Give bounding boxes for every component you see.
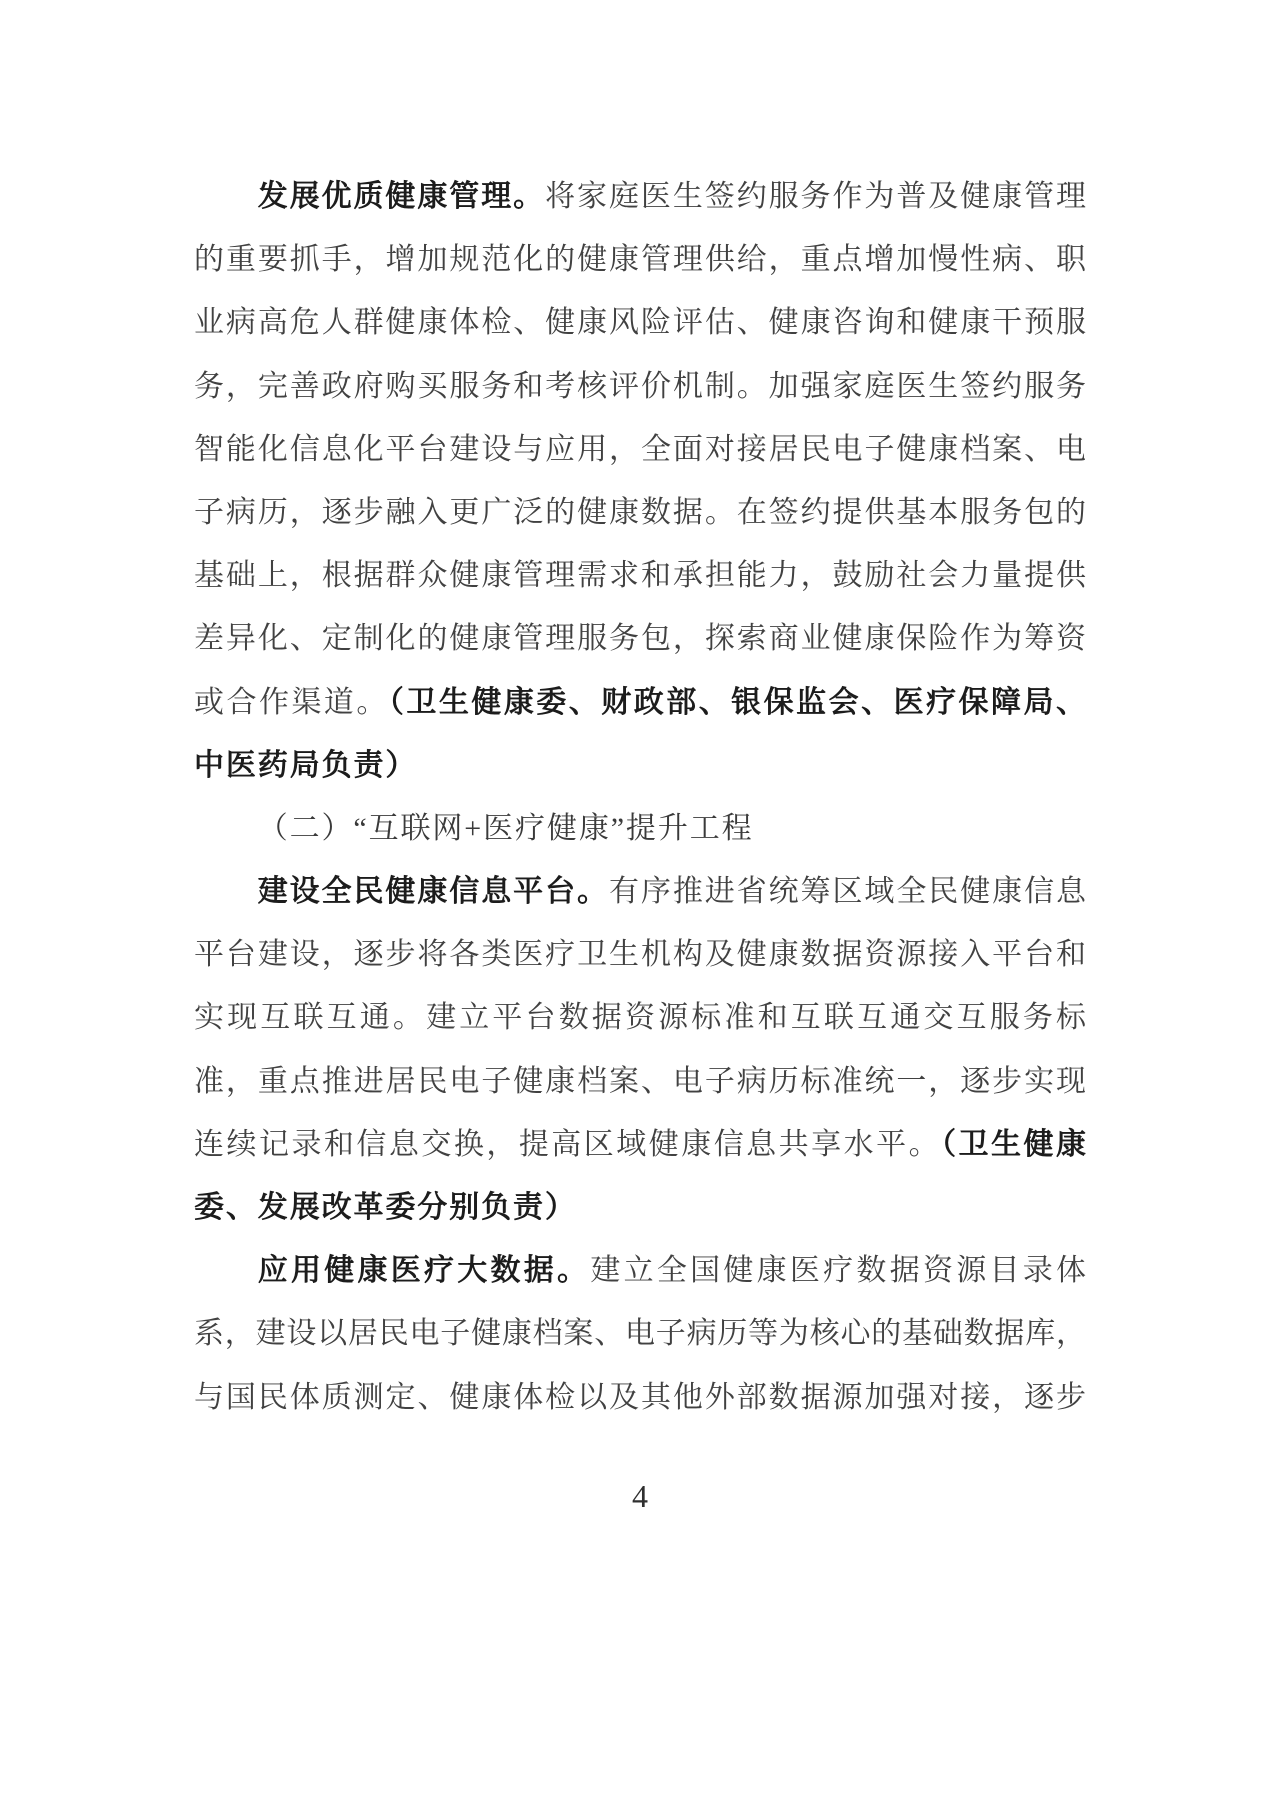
body-text: 子病历，逐步融入更广泛的健康数据。在签约提供基本服务包的 — [194, 495, 1086, 529]
text-line — [194, 165, 1086, 228]
body-text: 差异化、定制化的健康管理服务包，探索商业健康保险作为筹资 — [194, 622, 1086, 656]
body-text: 连续记录和信息交换，提高区域健康信息共享水平。 — [194, 1127, 942, 1161]
text-line — [194, 986, 1086, 1049]
body-text: 实现互联互通。建立平台数据资源标准和互联互通交互服务标 — [194, 1001, 1086, 1035]
body-text: 建立全国健康医疗数据资源目录体 — [590, 1254, 1087, 1288]
body-text: 的重要抓手，增加规范化的健康管理供给，重点增加慢性病、职 — [194, 243, 1086, 277]
text-line — [194, 923, 1086, 986]
body-text: 有序推进省统筹区域全民健康信息 — [608, 875, 1087, 909]
section-heading-line — [194, 797, 1086, 860]
text-line — [194, 1366, 1086, 1429]
body-text: 准，重点推进居民电子健康档案、电子病历标准统一，逐步实现 — [194, 1064, 1086, 1098]
body-text: 与国民体质测定、健康体检以及其他外部数据源加强对接，逐步 — [194, 1380, 1086, 1414]
emphasis-text: 应用健康医疗大数据。 — [257, 1254, 591, 1288]
text-line — [194, 481, 1086, 544]
body-text: 或合作渠道。 — [194, 685, 389, 719]
text-line — [194, 418, 1086, 481]
text-line — [194, 355, 1086, 418]
text-line — [194, 860, 1086, 923]
emphasis-text: 中医药局负责） — [194, 748, 418, 782]
text-line — [194, 1239, 1086, 1302]
body-text: （二）“互联网+医疗健康”提升工程 — [257, 811, 754, 845]
text-line — [194, 1176, 1086, 1239]
emphasis-text: 委、发展改革委分别负责） — [194, 1191, 577, 1224]
text-line — [194, 1050, 1086, 1113]
text-line — [194, 291, 1086, 354]
body-text: 平台建设，逐步将各类医疗卫生机构及健康数据资源接入平台和 — [194, 938, 1086, 972]
body-text: 智能化信息化平台建设与应用，全面对接居民电子健康档案、电 — [194, 432, 1086, 466]
emphasis-text: （卫生健康委、财政部、银保监会、医疗保障局、 — [388, 685, 1087, 719]
page-number: 4 — [632, 1478, 648, 1514]
text-line — [194, 734, 1086, 797]
emphasis-text: （卫生健康 — [941, 1127, 1087, 1161]
text-line — [194, 544, 1086, 607]
document-body — [194, 165, 1086, 1429]
text-line — [194, 607, 1086, 670]
body-text: 务，完善政府购买服务和考核评价机制。加强家庭医生签约服务 — [194, 369, 1086, 403]
text-line — [194, 1113, 1086, 1176]
emphasis-text: 建设全民健康信息平台。 — [257, 875, 609, 909]
emphasis-text: 发展优质健康管理。 — [257, 180, 546, 213]
body-text: 基础上，根据群众健康管理需求和承担能力，鼓励社会力量提供 — [194, 559, 1086, 593]
text-line — [194, 228, 1086, 291]
body-text: 业病高危人群健康体检、健康风险评估、健康咨询和健康干预服 — [194, 306, 1086, 340]
body-text: 将家庭医生签约服务作为普及健康管理 — [545, 180, 1087, 213]
body-text: 系，建设以居民电子健康档案、电子病历等为核心的基础数据库， — [194, 1317, 1086, 1351]
text-line — [194, 1302, 1086, 1365]
text-line — [194, 671, 1086, 734]
